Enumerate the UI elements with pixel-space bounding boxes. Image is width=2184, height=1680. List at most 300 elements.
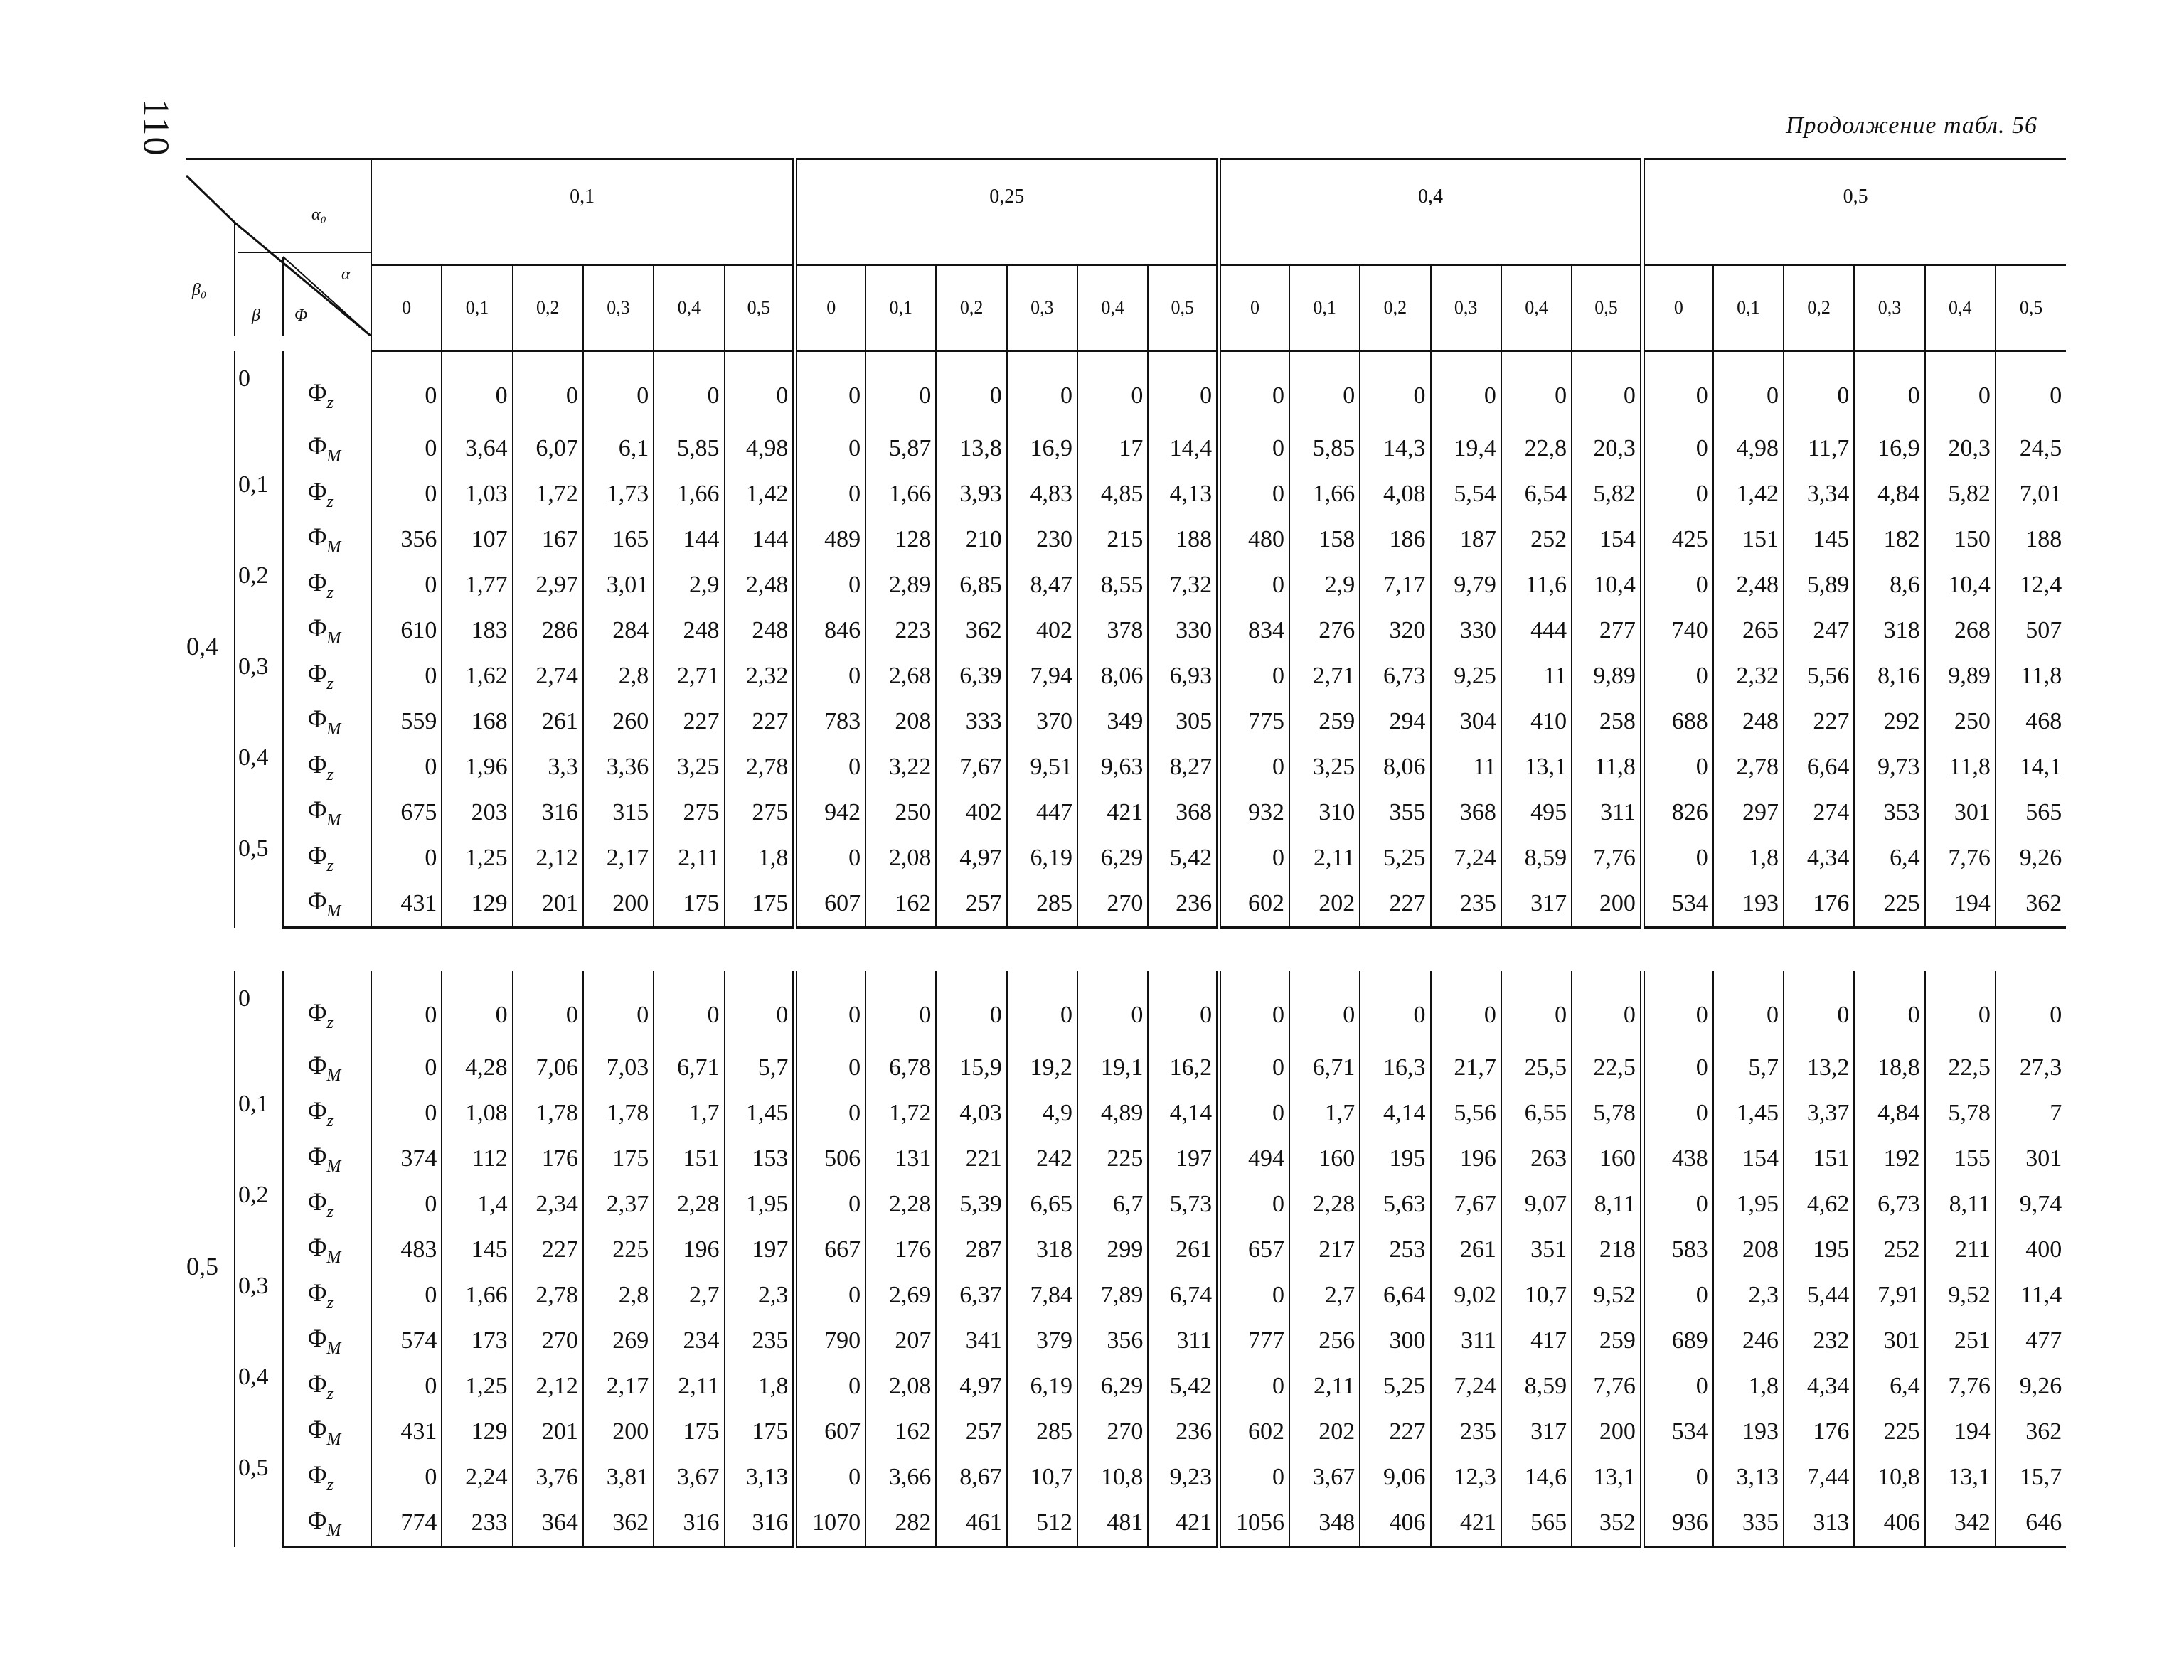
table-cell: 7 — [1996, 1091, 2066, 1136]
table-cell: 438 — [1642, 1136, 1712, 1182]
table-cell: 16,2 — [1148, 1045, 1218, 1091]
phi-subscript: M — [326, 720, 341, 739]
table-cell: 282 — [865, 1500, 936, 1547]
phi-subscript: M — [326, 1521, 341, 1540]
table-cell: 8,67 — [936, 1455, 1006, 1500]
table-cell: 154 — [1713, 1136, 1784, 1182]
table-cell: 0 — [371, 744, 442, 790]
table-cell: 4,85 — [1077, 471, 1148, 517]
table-cell: 6,85 — [936, 562, 1006, 608]
table-cell: 7,84 — [1007, 1273, 1077, 1318]
table-cell: 370 — [1007, 699, 1077, 744]
table-cell: 2,78 — [725, 744, 795, 790]
table-cell: 0 — [1360, 351, 1430, 427]
alpha-value-header: 0,3 — [1431, 265, 1501, 351]
table-cell: 261 — [1431, 1227, 1501, 1273]
table-cell: 236 — [1148, 1409, 1218, 1455]
table-cell: 2,28 — [654, 1182, 724, 1227]
table-cell: 5,25 — [1360, 1364, 1430, 1409]
table-cell: 260 — [583, 699, 654, 744]
table-cell: 4,14 — [1360, 1091, 1430, 1136]
table-cell: 2,32 — [725, 653, 795, 699]
table-cell: 151 — [654, 1136, 724, 1182]
beta-label: 0,2 — [235, 1182, 283, 1273]
table-cell: 10,8 — [1077, 1455, 1148, 1500]
table-cell: 162 — [865, 1409, 936, 1455]
table-cell: 12,4 — [1996, 562, 2066, 608]
table-cell: 777 — [1219, 1318, 1289, 1364]
table-cell: 9,89 — [1572, 653, 1642, 699]
table-cell: 0 — [1289, 351, 1360, 427]
table-cell: 2,48 — [725, 562, 795, 608]
phi-subscript: M — [326, 902, 341, 921]
table-row — [186, 971, 2066, 1045]
table-cell: 3,81 — [583, 1455, 654, 1500]
table-cell: 194 — [1925, 881, 1996, 928]
table-cell: 425 — [1642, 517, 1712, 562]
alpha-value-header: 0 — [371, 265, 442, 351]
table-cell: 202 — [1289, 881, 1360, 928]
table-cell: 0 — [795, 471, 865, 517]
table-cell: 9,07 — [1501, 1182, 1572, 1227]
table-cell: 1,72 — [513, 471, 583, 517]
table-cell: 261 — [513, 699, 583, 744]
table-cell: 2,78 — [1713, 744, 1784, 790]
table-cell: 227 — [654, 699, 724, 744]
table-cell: 225 — [583, 1227, 654, 1273]
table-cell: 0 — [1219, 1091, 1289, 1136]
table-cell: 1,8 — [725, 1364, 795, 1409]
phi-label — [283, 1182, 371, 1227]
table-cell: 201 — [513, 881, 583, 928]
table-cell: 221 — [936, 1136, 1006, 1182]
table-cell: 304 — [1431, 699, 1501, 744]
table-cell: 1,96 — [442, 744, 512, 790]
table-cell: 227 — [1784, 699, 1854, 744]
phi-label — [283, 1273, 371, 1318]
table-cell: 316 — [725, 1500, 795, 1547]
table-cell: 175 — [725, 881, 795, 928]
table-cell: 0 — [1219, 1182, 1289, 1227]
table-cell: 227 — [1360, 881, 1430, 928]
table-cell: 2,7 — [1289, 1273, 1360, 1318]
table-cell: 316 — [513, 790, 583, 835]
table-row — [186, 744, 2066, 790]
beta-label: 0,3 — [235, 653, 283, 744]
table-cell: 3,37 — [1784, 1091, 1854, 1136]
table-cell: 330 — [1148, 608, 1218, 653]
table-caption: Продолжение табл. 56 — [1785, 112, 2037, 139]
table-cell: 18,8 — [1854, 1045, 1924, 1091]
alpha-value-header: 0,3 — [1854, 265, 1924, 351]
phi-label — [283, 1364, 371, 1409]
table-cell: 6,4 — [1854, 1364, 1924, 1409]
table-cell: 0 — [1572, 971, 1642, 1045]
table-cell: 1,78 — [583, 1091, 654, 1136]
table-cell: 251 — [1925, 1318, 1996, 1364]
table-cell: 468 — [1996, 699, 2066, 744]
table-cell: 7,91 — [1854, 1273, 1924, 1318]
phi-symbol: Φ — [308, 887, 327, 915]
beta-label: 0,1 — [235, 1091, 283, 1182]
table-cell: 5,78 — [1572, 1091, 1642, 1136]
phi-subscript: M — [326, 447, 341, 466]
phi-symbol: Φ — [308, 568, 327, 596]
table-cell: 374 — [371, 1136, 442, 1182]
table-cell: 253 — [1360, 1227, 1430, 1273]
table-cell: 3,76 — [513, 1455, 583, 1500]
table-cell: 2,17 — [583, 835, 654, 881]
table-cell: 14,4 — [1148, 426, 1218, 471]
table-cell: 168 — [442, 699, 512, 744]
table-cell: 6,19 — [1007, 1364, 1077, 1409]
table-cell: 6,78 — [865, 1045, 936, 1091]
table-cell: 311 — [1572, 790, 1642, 835]
table-cell: 175 — [583, 1136, 654, 1182]
phi-subscript: M — [326, 1248, 341, 1267]
table-cell: 0 — [1219, 1455, 1289, 1500]
table-cell: 0 — [1642, 471, 1712, 517]
table-cell: 17 — [1077, 426, 1148, 471]
table-cell: 2,11 — [1289, 835, 1360, 881]
table-cell: 252 — [1501, 517, 1572, 562]
table-cell: 4,97 — [936, 835, 1006, 881]
phi-symbol: Φ — [308, 998, 327, 1027]
table-cell: 194 — [1925, 1409, 1996, 1455]
phi-subscript: z — [326, 1112, 334, 1130]
table-cell: 1,66 — [865, 471, 936, 517]
table-cell: 0 — [1996, 351, 2066, 427]
alpha-value-header: 0,4 — [654, 265, 724, 351]
table-cell: 607 — [795, 881, 865, 928]
table-cell: 2,97 — [513, 562, 583, 608]
table-row — [186, 881, 2066, 928]
table-cell: 316 — [654, 1500, 724, 1547]
table-cell: 1,62 — [442, 653, 512, 699]
table-cell: 151 — [1784, 1136, 1854, 1182]
table-cell: 299 — [1077, 1227, 1148, 1273]
table-cell: 0 — [442, 351, 512, 427]
phi-symbol: Φ — [308, 523, 327, 551]
table-cell: 341 — [936, 1318, 1006, 1364]
table-cell: 1,4 — [442, 1182, 512, 1227]
phi-subscript: z — [326, 1014, 334, 1032]
beta0-label: 0,5 — [186, 1251, 218, 1280]
table-cell: 2,48 — [1713, 562, 1784, 608]
table-cell: 2,12 — [513, 835, 583, 881]
table-cell: 9,02 — [1431, 1273, 1501, 1318]
table-cell: 195 — [1360, 1136, 1430, 1182]
table-cell: 6,71 — [654, 1045, 724, 1091]
table-row — [186, 351, 2066, 427]
table-cell: 607 — [795, 1409, 865, 1455]
phi-subscript: M — [326, 538, 341, 557]
beta-label: 0,3 — [235, 1273, 283, 1364]
table-cell: 1,03 — [442, 471, 512, 517]
phi-subscript: z — [326, 493, 334, 511]
table-cell: 4,84 — [1854, 471, 1924, 517]
table-cell: 368 — [1148, 790, 1218, 835]
table-cell: 0 — [1219, 562, 1289, 608]
table-cell: 0 — [795, 971, 865, 1045]
table-cell: 834 — [1219, 608, 1289, 653]
table-cell: 0 — [1360, 971, 1430, 1045]
table-cell: 11,7 — [1784, 426, 1854, 471]
table-cell: 19,2 — [1007, 1045, 1077, 1091]
table-cell: 9,89 — [1925, 653, 1996, 699]
table-cell: 0 — [371, 835, 442, 881]
table-cell: 7,24 — [1431, 1364, 1501, 1409]
header-row-alpha0 — [186, 159, 2066, 265]
table-cell: 1,08 — [442, 1091, 512, 1136]
table-cell: 5,63 — [1360, 1182, 1430, 1227]
table-cell: 2,11 — [654, 1364, 724, 1409]
table-cell: 0 — [1925, 351, 1996, 427]
table-cell: 2,71 — [654, 653, 724, 699]
table-cell: 5,56 — [1431, 1091, 1501, 1136]
table-cell: 20,3 — [1572, 426, 1642, 471]
table-cell: 0 — [371, 1273, 442, 1318]
table-cell: 246 — [1713, 1318, 1784, 1364]
table-cell: 0 — [725, 351, 795, 427]
alpha-value-header: 0,2 — [1360, 265, 1430, 351]
phi-label — [283, 653, 371, 699]
table-cell: 175 — [654, 881, 724, 928]
table-cell: 362 — [1996, 1409, 2066, 1455]
table-cell: 675 — [371, 790, 442, 835]
table-cell: 0 — [725, 971, 795, 1045]
alpha-value-header: 0,1 — [865, 265, 936, 351]
table-cell: 3,67 — [654, 1455, 724, 1500]
table-row — [186, 1318, 2066, 1364]
table-cell: 657 — [1219, 1227, 1289, 1273]
table-cell: 313 — [1784, 1500, 1854, 1547]
table-cell: 0 — [1431, 351, 1501, 427]
table-cell: 11 — [1431, 744, 1501, 790]
alpha-value-header: 0,5 — [725, 265, 795, 351]
alpha-value-header: 0,4 — [1077, 265, 1148, 351]
alpha-value-header: 0,5 — [1996, 265, 2066, 351]
table-cell: 378 — [1077, 608, 1148, 653]
table-cell: 197 — [1148, 1136, 1218, 1182]
table-cell: 145 — [1784, 517, 1854, 562]
table-cell: 192 — [1854, 1136, 1924, 1182]
table-cell: 203 — [442, 790, 512, 835]
table-cell: 311 — [1148, 1318, 1218, 1364]
table-cell: 3,93 — [936, 471, 1006, 517]
table-cell: 932 — [1219, 790, 1289, 835]
table-cell: 10,4 — [1572, 562, 1642, 608]
table-cell: 0 — [1642, 1455, 1712, 1500]
table-cell: 0 — [1642, 1045, 1712, 1091]
table-cell: 0 — [1431, 971, 1501, 1045]
table-cell: 406 — [1360, 1500, 1430, 1547]
table-cell: 0 — [1501, 971, 1572, 1045]
beta-label: 0 — [235, 351, 283, 472]
table-cell: 4,9 — [1007, 1091, 1077, 1136]
phi-symbol: Φ — [308, 1233, 327, 1261]
phi-label — [283, 471, 371, 517]
table-cell: 421 — [1077, 790, 1148, 835]
table-cell: 2,08 — [865, 1364, 936, 1409]
table-cell: 6,55 — [1501, 1091, 1572, 1136]
table-cell: 5,56 — [1784, 653, 1854, 699]
table-cell: 0 — [371, 1091, 442, 1136]
table-cell: 0 — [865, 971, 936, 1045]
table-cell: 4,89 — [1077, 1091, 1148, 1136]
table-cell: 263 — [1501, 1136, 1572, 1182]
table-cell: 19,1 — [1077, 1045, 1148, 1091]
table-cell: 270 — [513, 1318, 583, 1364]
table-cell: 1,78 — [513, 1091, 583, 1136]
table-cell: 3,13 — [1713, 1455, 1784, 1500]
table-cell: 0 — [795, 1045, 865, 1091]
phi-label — [283, 1091, 371, 1136]
table-cell: 0 — [1077, 351, 1148, 427]
table-cell: 10,8 — [1854, 1455, 1924, 1500]
phi-subscript: z — [326, 584, 334, 602]
alpha0-group-header: 0,4 — [1219, 159, 1643, 265]
table-cell: 201 — [513, 1409, 583, 1455]
table-cell: 646 — [1996, 1500, 2066, 1547]
table-cell: 0 — [1642, 1273, 1712, 1318]
table-cell: 200 — [1572, 881, 1642, 928]
table-cell: 1,66 — [442, 1273, 512, 1318]
table-cell: 175 — [654, 1409, 724, 1455]
table-row — [186, 835, 2066, 881]
table-cell: 9,26 — [1996, 1364, 2066, 1409]
alpha-value-header: 0,1 — [1713, 265, 1784, 351]
table-cell: 270 — [1077, 881, 1148, 928]
table-cell: 223 — [865, 608, 936, 653]
table-cell: 11 — [1501, 653, 1572, 699]
table-cell: 2,8 — [583, 653, 654, 699]
phi-symbol: Φ — [308, 1096, 327, 1125]
table-cell: 305 — [1148, 699, 1218, 744]
table-cell: 301 — [1854, 1318, 1924, 1364]
table-cell: 0 — [1854, 351, 1924, 427]
table-cell: 1,95 — [725, 1182, 795, 1227]
table-cell: 9,25 — [1431, 653, 1501, 699]
table-cell: 129 — [442, 1409, 512, 1455]
alpha0-group-header: 0,1 — [371, 159, 795, 265]
table-cell: 248 — [1713, 699, 1784, 744]
table-cell: 9,06 — [1360, 1455, 1430, 1500]
table-cell: 1,25 — [442, 1364, 512, 1409]
table-cell: 1,8 — [1713, 835, 1784, 881]
table-cell: 269 — [583, 1318, 654, 1364]
table-cell: 352 — [1572, 1500, 1642, 1547]
table-cell: 6,1 — [583, 426, 654, 471]
table-cell: 0 — [371, 1182, 442, 1227]
table-cell: 145 — [442, 1227, 512, 1273]
table-cell: 0 — [795, 835, 865, 881]
data-table — [186, 158, 2066, 1548]
table-cell: 6,7 — [1077, 1182, 1148, 1227]
table-cell: 144 — [654, 517, 724, 562]
table-cell: 13,1 — [1572, 1455, 1642, 1500]
table-cell: 0 — [795, 426, 865, 471]
table-cell: 447 — [1007, 790, 1077, 835]
table-cell: 6,64 — [1784, 744, 1854, 790]
table-cell: 6,4 — [1854, 835, 1924, 881]
table-cell: 2,11 — [1289, 1364, 1360, 1409]
alpha-value-header: 0,2 — [936, 265, 1006, 351]
table-cell: 188 — [1148, 517, 1218, 562]
table-cell: 8,11 — [1925, 1182, 1996, 1227]
phi-label — [283, 426, 371, 471]
table-cell: 0 — [1219, 471, 1289, 517]
alpha-value-header: 0,3 — [1007, 265, 1077, 351]
table-cell: 0 — [371, 653, 442, 699]
table-cell: 257 — [936, 881, 1006, 928]
table-cell: 195 — [1784, 1227, 1854, 1273]
table-cell: 225 — [1854, 1409, 1924, 1455]
table-cell: 333 — [936, 699, 1006, 744]
table-cell: 351 — [1501, 1227, 1572, 1273]
table-cell: 9,63 — [1077, 744, 1148, 790]
table-cell: 10,4 — [1925, 562, 1996, 608]
table-cell: 301 — [1925, 790, 1996, 835]
phi-subscript: z — [326, 1294, 334, 1312]
table-cell: 176 — [513, 1136, 583, 1182]
table-cell: 942 — [795, 790, 865, 835]
table-cell: 25,5 — [1501, 1045, 1572, 1091]
table-cell: 10,7 — [1007, 1455, 1077, 1500]
table-cell: 583 — [1642, 1227, 1712, 1273]
table-cell: 19,4 — [1431, 426, 1501, 471]
table-cell: 348 — [1289, 1500, 1360, 1547]
phi-symbol: Φ — [308, 841, 327, 870]
phi-subscript: z — [326, 857, 334, 875]
table-cell: 151 — [1713, 517, 1784, 562]
phi-label — [283, 1318, 371, 1364]
table-cell: 783 — [795, 699, 865, 744]
table-cell: 0 — [1219, 351, 1289, 427]
table-cell: 5,39 — [936, 1182, 1006, 1227]
table-cell: 14,1 — [1996, 744, 2066, 790]
table-cell: 4,84 — [1854, 1091, 1924, 1136]
table-cell: 248 — [654, 608, 724, 653]
table-cell: 7,76 — [1572, 1364, 1642, 1409]
table-cell: 7,44 — [1784, 1455, 1854, 1500]
table-cell: 1,42 — [1713, 471, 1784, 517]
alpha-value-header: 0 — [1642, 265, 1712, 351]
table-cell: 182 — [1854, 517, 1924, 562]
table-cell: 6,73 — [1360, 653, 1430, 699]
table-cell: 1,42 — [725, 471, 795, 517]
table-cell: 0 — [795, 744, 865, 790]
table-cell: 0 — [1784, 351, 1854, 427]
table-cell: 0 — [1642, 562, 1712, 608]
table-cell: 297 — [1713, 790, 1784, 835]
table-row — [186, 1273, 2066, 1318]
page-number: 110 — [135, 98, 176, 157]
table-cell: 7,06 — [513, 1045, 583, 1091]
table-cell: 11,8 — [1925, 744, 1996, 790]
table-cell: 234 — [654, 1318, 724, 1364]
table-cell: 2,08 — [865, 835, 936, 881]
table-cell: 235 — [1431, 1409, 1501, 1455]
table-cell: 14,3 — [1360, 426, 1430, 471]
beta0-label: 0,4 — [186, 632, 218, 660]
table-cell: 2,68 — [865, 653, 936, 699]
table-cell: 8,27 — [1148, 744, 1218, 790]
table-cell: 207 — [865, 1318, 936, 1364]
table-cell: 775 — [1219, 699, 1289, 744]
header-corner — [186, 159, 371, 351]
table-container — [186, 158, 2062, 1548]
